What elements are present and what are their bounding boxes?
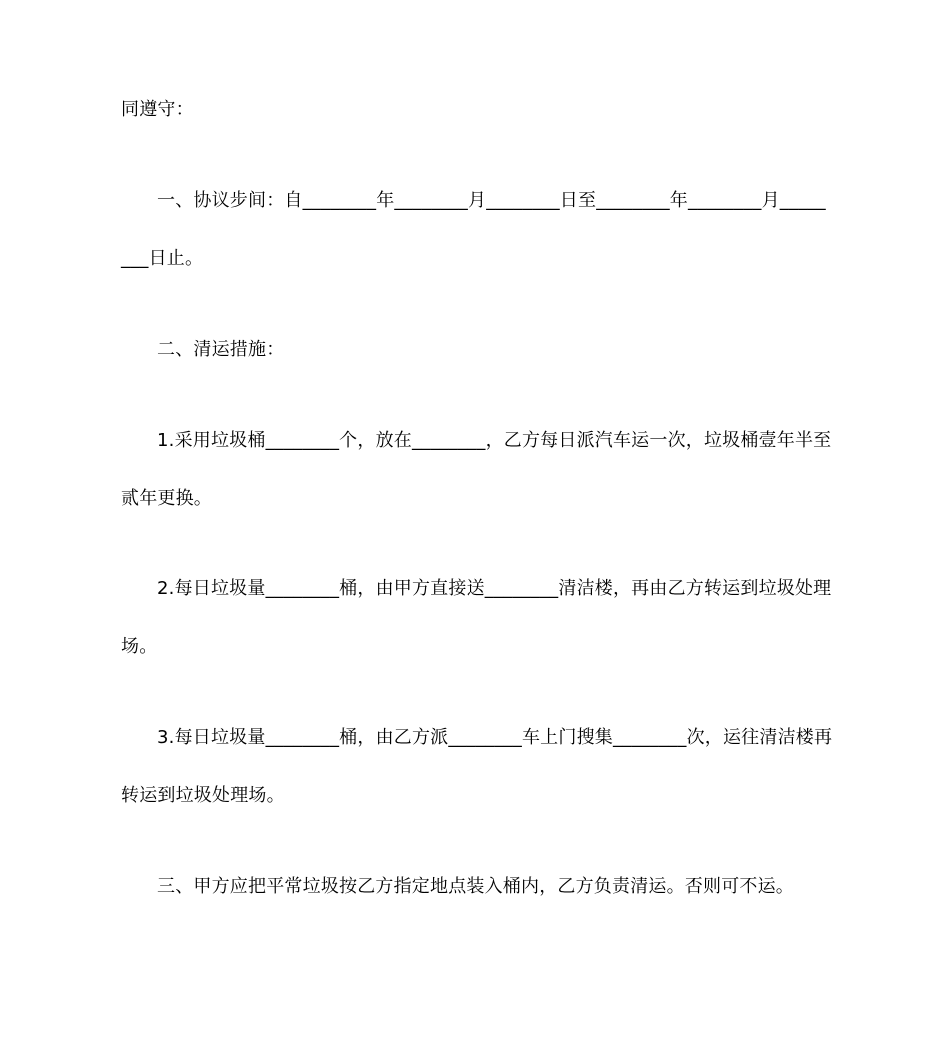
clause-1-agreement-period-end: ___日止。 [121, 248, 204, 269]
clause-3: 三、甲方应把平常垃圾按乙方指定地点装入桶内，乙方负责清运。否则可不运。 [157, 876, 794, 897]
clause-2-item-3-cont: 转运到垃圾处理场。 [121, 785, 285, 806]
clause-2-item-2-cont: 场。 [121, 636, 158, 657]
text-line-continuation: 同遵守： [121, 99, 194, 120]
clause-2-item-3: 3.每日垃圾量________桶，由乙方派________车上门搜集________次，运往清洁楼再 [157, 727, 833, 748]
clause-2-item-1-cont: 贰年更换。 [121, 488, 212, 509]
clause-1-agreement-period: 一、协议步间：自________年________月________日至________年________月_____ [157, 190, 826, 211]
clause-2-item-2: 2.每日垃圾量________桶，由甲方直接送________清洁楼，再由乙方转运到垃圾处理 [157, 578, 832, 599]
clause-2-item-1: 1.采用垃圾桶________个，放在________，乙方每日派汽车运一次，垃圾桶壹年半至 [157, 430, 832, 451]
clause-2-heading: 二、清运措施： [157, 339, 285, 360]
